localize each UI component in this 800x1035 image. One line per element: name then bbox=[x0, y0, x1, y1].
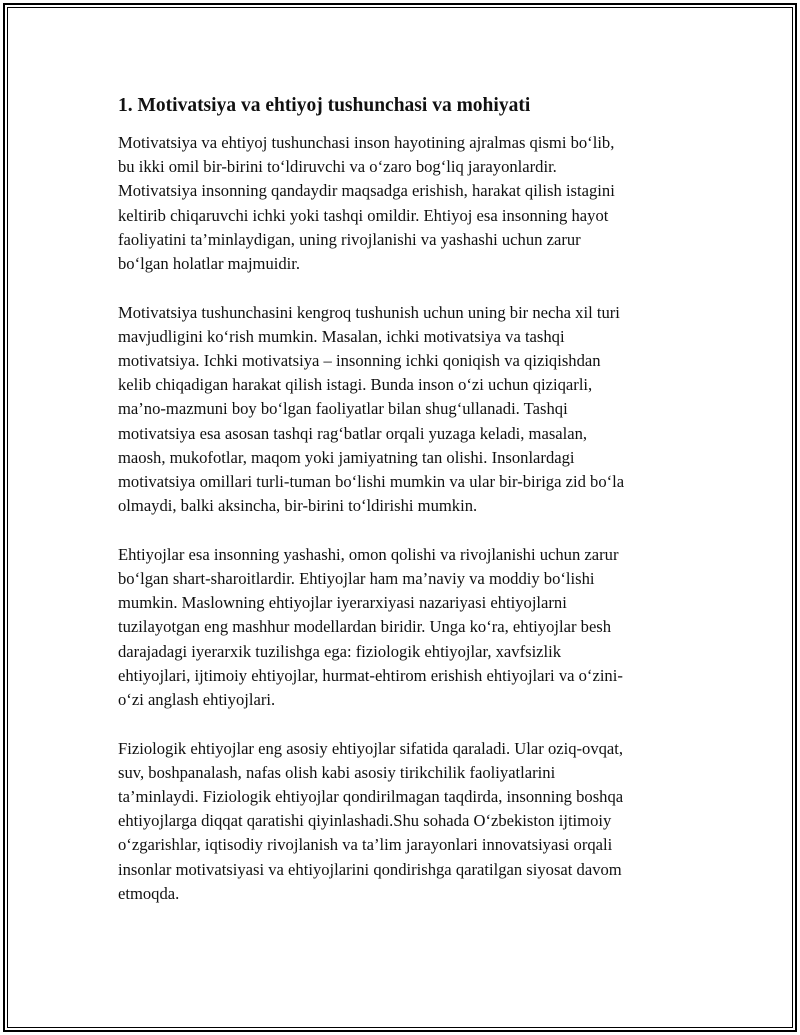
paragraph-line: suv, boshpanalash, nafas olish kabi asosiy tirikchilik faoliyatlarini bbox=[118, 762, 556, 782]
document-body bbox=[118, 92, 688, 930]
paragraph-line: olmaydi, balki aksincha, bir-birini to‘ldirishi mumkin. bbox=[118, 496, 478, 516]
paragraph-line: Motivatsiya va ehtiyoj tushunchasi inson hayotining ajralmas qismi bo‘lib, bbox=[118, 133, 615, 152]
paragraph-line: Motivatsiya insonning qandaydir maqsadga erishish, harakat qilish istagini bbox=[118, 181, 615, 201]
paragraph-line: Motivatsiya tushunchasini kengroq tushunish uchun uning bir necha xil turi bbox=[118, 302, 620, 322]
paragraph-line: insonlar motivatsiyasi va ehtiyojlarini qondirishga qaratilgan siyosat davom bbox=[118, 859, 622, 879]
section-heading: 1. Motivatsiya va ehtiyoj tushunchasi va mohiyati bbox=[118, 95, 531, 116]
paragraph-line: bo‘lgan holatlar majmuidir. bbox=[118, 254, 301, 274]
paragraph-2 bbox=[118, 301, 688, 519]
paragraph-line: etmoqda. bbox=[118, 883, 180, 903]
paragraph-line: keltirib chiqaruvchi ichki yoki tashqi omildir. Ehtiyoj esa insonning hayot bbox=[118, 205, 609, 225]
paragraph-line: ehtiyojlarga diqqat qaratishi qiyinlashadi.Shu sohada O‘zbekiston ijtimoiy bbox=[118, 811, 612, 831]
paragraph-line: faoliyatini ta’minlaydigan, uning rivojlanishi va yashashi uchun zarur bbox=[118, 229, 581, 249]
paragraph-line: ma’no-mazmuni boy bo‘lgan faoliyatlar bilan shug‘ullanadi. Tashqi bbox=[118, 399, 568, 419]
paragraph-line: Ehtiyojlar esa insonning yashashi, omon qolishi va rivojlanishi uchun zarur bbox=[118, 544, 619, 564]
paragraph-line: Fiziologik ehtiyojlar eng asosiy ehtiyojlar sifatida qaraladi. Ular oziq-ovqat, bbox=[118, 738, 624, 758]
paragraph-line: maosh, mukofotlar, maqom yoki jamiyatning tan olishi. Insonlardagi bbox=[118, 447, 575, 467]
paragraph-line: ehtiyojlari, ijtimoiy ehtiyojlar, hurmat-ehtirom erishish ehtiyojlari va o‘zini- bbox=[118, 665, 623, 685]
paragraph-line: o‘zgarishlar, iqtisodiy rivojlanish va ta’lim jarayonlari innovatsiyasi orqali bbox=[118, 835, 613, 855]
paragraph-line: darajadagi iyerarxik tuzilishga ega: fiziologik ehtiyojlar, xavfsizlik bbox=[118, 641, 562, 661]
paragraph-line: bo‘lgan shart-sharoitlardir. Ehtiyojlar ham ma’naviy va moddiy bo‘lishi bbox=[118, 569, 595, 589]
paragraph-3 bbox=[118, 543, 688, 712]
paragraph-line: mumkin. Maslowning ehtiyojlar iyerarxiyasi nazariyasi ehtiyojlarni bbox=[118, 593, 567, 613]
paragraph-line: motivatsiya omillari turli-tuman bo‘lishi mumkin va ular bir-biriga zid bo‘la bbox=[118, 472, 625, 492]
paragraph-line: motivatsiya. Ichki motivatsiya – insonning ichki qoniqish va qiziqishdan bbox=[118, 351, 601, 371]
paragraph-line: mavjudligini ko‘rish mumkin. Masalan, ichki motivatsiya va tashqi bbox=[118, 326, 565, 346]
paragraph-1 bbox=[118, 131, 688, 276]
paragraph-line: bu ikki omil bir-birini to‘ldiruvchi va o‘zaro bog‘liq jarayonlardir. bbox=[118, 157, 557, 177]
paragraph-line: motivatsiya esa asosan tashqi rag‘batlar orqali yuzaga keladi, masalan, bbox=[118, 423, 588, 443]
paragraph-line: kelib chiqadigan harakat qilish istagi. Bunda inson o‘zi uchun qiziqarli, bbox=[118, 375, 593, 395]
paragraph-line: o‘zi anglash ehtiyojlari. bbox=[118, 690, 276, 710]
paragraph-4 bbox=[118, 737, 688, 906]
paragraph-line: ta’minlaydi. Fiziologik ehtiyojlar qondirilmagan taqdirda, insonning boshqa bbox=[118, 787, 624, 807]
paragraph-line: tuzilayotgan eng mashhur modellardan biridir. Unga ko‘ra, ehtiyojlar besh bbox=[118, 617, 612, 637]
